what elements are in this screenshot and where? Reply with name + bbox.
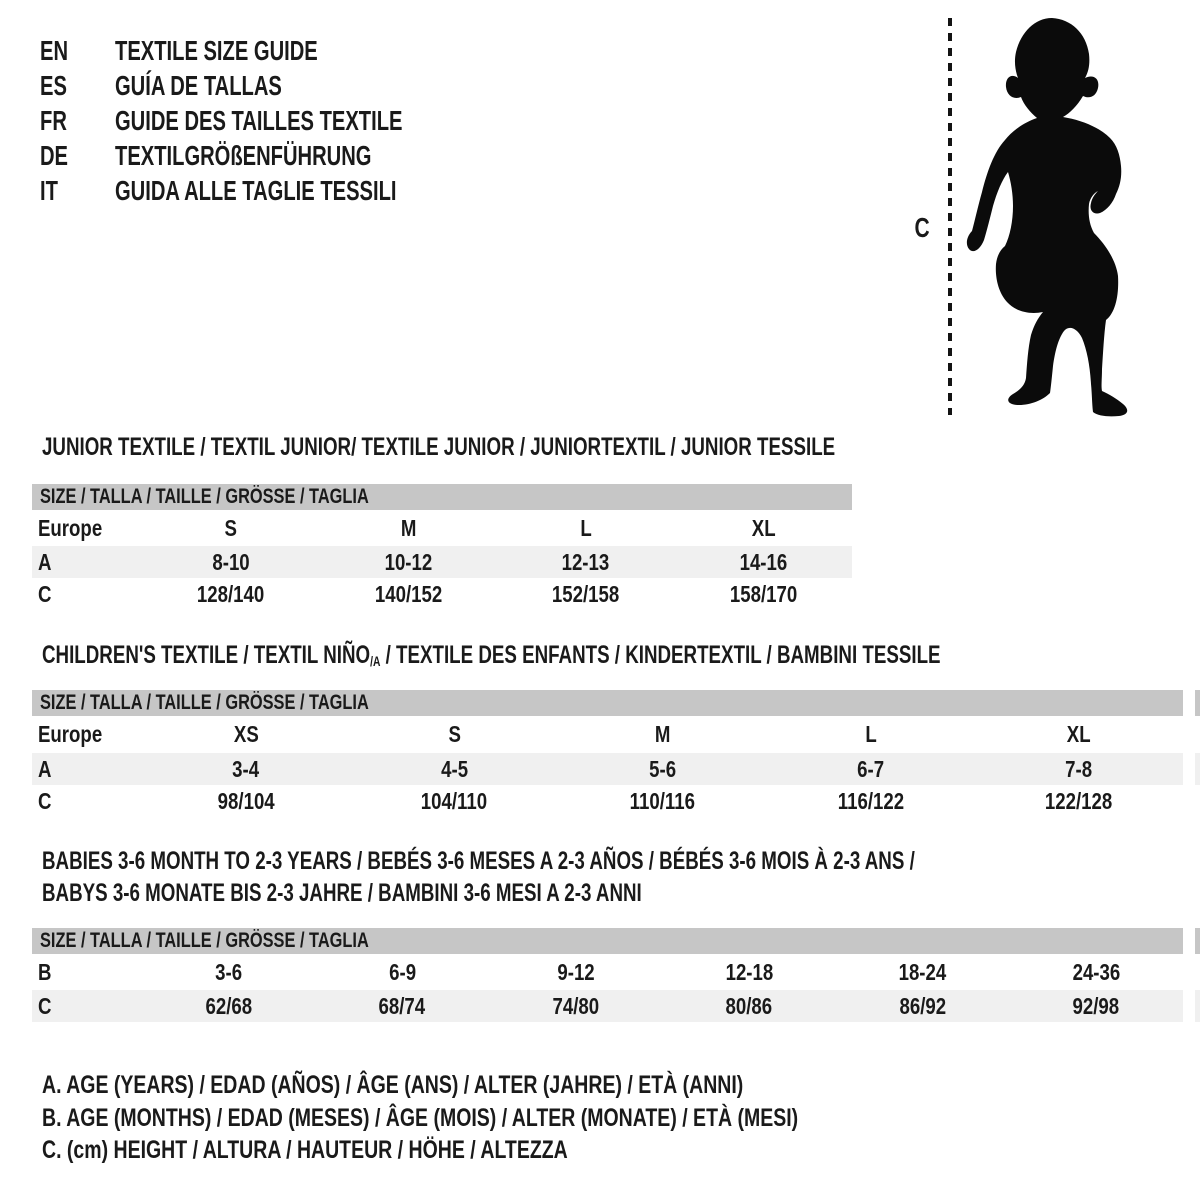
row-label: Europe <box>38 721 103 747</box>
nino-a-subscript: /A <box>370 654 381 670</box>
language-code: FR <box>40 104 67 136</box>
language-title: GUIDE DES TAILLES TEXTILE <box>115 104 403 136</box>
size-cell: 3-4 <box>232 755 260 782</box>
language-row-it <box>40 173 640 208</box>
language-code: DE <box>40 139 69 171</box>
edge-sliver <box>1195 690 1200 716</box>
toddler-silhouette-icon <box>965 14 1140 419</box>
language-code: EN <box>40 34 69 66</box>
junior-row-c <box>32 578 852 610</box>
children-row-a <box>32 753 1183 785</box>
size-cell: 110/116 <box>629 787 696 814</box>
language-title: GUÍA DE TALLAS <box>115 69 282 101</box>
language-row-en <box>40 33 640 68</box>
children-row-europe <box>32 716 1183 753</box>
size-cell: 80/86 <box>725 992 773 1019</box>
measure-label-c: C <box>914 212 930 243</box>
language-title: GUIDA ALLE TAGLIE TESSILI <box>115 174 397 206</box>
size-cell: M <box>654 721 671 747</box>
language-title: TEXTILGRÖßENFÜHRUNG <box>115 139 372 171</box>
junior-row-europe <box>32 510 852 546</box>
size-cell: 152/158 <box>552 580 620 607</box>
size-cell: 3-6 <box>215 958 243 985</box>
row-label: A <box>38 548 52 575</box>
size-cell: 116/122 <box>837 787 904 814</box>
size-cell: L <box>865 721 877 747</box>
size-cell: L <box>580 514 592 541</box>
size-cell: 12-18 <box>725 958 774 985</box>
babies-section-title-line1: BABIES 3-6 MONTH TO 2-3 YEARS / BEBÉS 3-6 MESES A 2-3 AÑOS / BÉBÉS 3-6 MOIS À 2-3 ANS / <box>42 847 915 875</box>
size-cell: M <box>400 514 417 541</box>
size-cell: 7-8 <box>1065 755 1093 782</box>
size-cell: S <box>448 721 461 747</box>
size-cell: 8-10 <box>212 548 250 575</box>
size-cell: 24-36 <box>1072 958 1121 985</box>
size-cell: 4-5 <box>440 755 468 782</box>
size-cell: 128/140 <box>197 580 265 607</box>
size-cell: 10-12 <box>384 548 433 575</box>
junior-section-title: JUNIOR TEXTILE / TEXTIL JUNIOR/ TEXTILE JUNIOR / JUNIORTEXTIL / JUNIOR TESSILE <box>42 433 836 461</box>
size-cell: XL <box>751 514 776 541</box>
size-cell: 5-6 <box>649 755 676 782</box>
children-row-c <box>32 785 1183 817</box>
size-cell: 74/80 <box>552 992 600 1019</box>
size-cell: S <box>224 514 237 541</box>
size-cell: 98/104 <box>217 787 275 814</box>
language-header <box>40 33 640 208</box>
size-cell: 12-13 <box>561 548 610 575</box>
size-cell: 158/170 <box>729 580 797 607</box>
edge-sliver <box>1195 990 1200 1022</box>
babies-row-b <box>32 954 1183 990</box>
size-cell: 18-24 <box>898 958 947 985</box>
row-label: Europe <box>38 514 103 541</box>
babies-section-title-line2: BABYS 3-6 MONATE BIS 2-3 JAHRE / BAMBINI 3-6 MESI A 2-3 ANNI <box>42 879 642 907</box>
row-label: C <box>38 992 52 1019</box>
size-cell: XS <box>233 721 259 747</box>
size-cell: 122/128 <box>1045 787 1113 814</box>
legend-line-b: B. AGE (MONTHS) / EDAD (MESES) / ÂGE (MOIS) / ALTER (MONATE) / ETÀ (MESI) <box>42 1104 799 1132</box>
junior-row-a <box>32 546 852 578</box>
children-size-header-bar: SIZE / TALLA / TAILLE / GRÖSSE / TAGLIA <box>32 690 1183 716</box>
size-cell: 140/152 <box>374 580 442 607</box>
size-cell: 68/74 <box>378 992 426 1019</box>
legend-line-c: C. (cm) HEIGHT / ALTURA / HAUTEUR / HÖHE / ALTEZZA <box>42 1136 568 1164</box>
row-label: A <box>38 755 52 782</box>
row-label: B <box>38 958 52 985</box>
language-code: ES <box>40 69 67 101</box>
row-label: C <box>38 580 52 607</box>
size-cell: 86/92 <box>899 992 947 1019</box>
babies-row-c <box>32 990 1183 1022</box>
size-cell: 104/110 <box>421 787 488 814</box>
language-row-de <box>40 138 640 173</box>
size-cell: 9-12 <box>557 958 595 985</box>
size-cell: 62/68 <box>205 992 253 1019</box>
size-cell: 92/98 <box>1072 992 1120 1019</box>
size-cell: 14-16 <box>739 548 788 575</box>
height-measure-line <box>948 18 952 415</box>
edge-sliver <box>1195 753 1200 785</box>
size-cell: 6-7 <box>857 755 885 782</box>
junior-size-header-bar: SIZE / TALLA / TAILLE / GRÖSSE / TAGLIA <box>32 484 852 510</box>
language-title: TEXTILE SIZE GUIDE <box>115 34 318 66</box>
language-code: IT <box>40 174 58 206</box>
babies-size-header-bar: SIZE / TALLA / TAILLE / GRÖSSE / TAGLIA <box>32 928 1183 954</box>
size-cell: 6-9 <box>388 958 416 985</box>
language-row-fr <box>40 103 640 138</box>
legend-line-a: A. AGE (YEARS) / EDAD (AÑOS) / ÂGE (ANS) / ALTER (JAHRE) / ETÀ (ANNI) <box>42 1071 744 1099</box>
row-label: C <box>38 787 52 814</box>
language-row-es <box>40 68 640 103</box>
edge-sliver <box>1195 928 1200 954</box>
children-section-title: CHILDREN'S TEXTILE / TEXTIL NIÑO/A / TEXTILE DES ENFANTS / KINDERTEXTIL / BAMBINI TESSILE <box>42 641 941 670</box>
size-cell: XL <box>1067 721 1091 747</box>
